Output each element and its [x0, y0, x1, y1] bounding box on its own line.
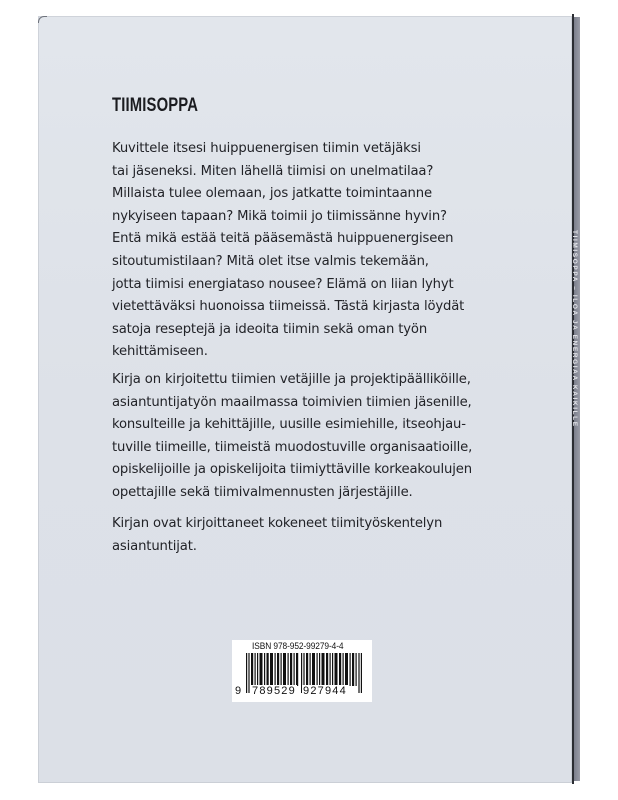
text-line: tuville tiimeille, tiimeistä muodostuville organisaatioille,	[112, 439, 473, 455]
blurb-paragraph-1	[112, 138, 532, 364]
isbn-label: ISBN 978-952-99279-4-4	[252, 641, 344, 652]
text-line: asiantuntijatyön maailmassa toimivien tiimien jäsenille,	[112, 394, 472, 410]
text-line: Kirja on kirjoitettu tiimien vetäjille ja projektipäälliköille,	[112, 372, 471, 387]
text-line: Millaista tulee olemaan, jos jatkatte toimintaanne	[112, 186, 432, 202]
text-line: nykyiseen tapaan? Mikä toimii jo tiimissänne hyvin?	[112, 208, 447, 224]
book-title: TIIMISOPPA	[112, 95, 199, 116]
audience-paragraph	[112, 369, 532, 505]
spine-title: TIIMISOPPA – ILOA JA ENERGIAA KAIKILLE	[571, 230, 578, 428]
text-line: Kirjan ovat kirjoittaneet kokeneet tiimityöskentelyn	[112, 516, 443, 531]
text-line: kehittämiseen.	[112, 344, 208, 360]
text-line: opettajille sekä tiimivalmennusten järjestäjille.	[112, 484, 413, 500]
text-line: Entä mikä estää teitä pääsemästä huippuenergiseen	[112, 231, 454, 247]
authors-paragraph	[112, 513, 532, 558]
barcode-digit-first: 9	[235, 685, 242, 697]
text-line: jotta tiimisi energiataso nousee? Elämä on liian lyhyt	[112, 276, 454, 292]
text-line: asiantuntijat.	[112, 538, 197, 554]
barcode-digits-right: 927944	[303, 685, 347, 697]
text-line: Kuvittele itsesi huippuenergisen tiimin vetäjäksi	[112, 141, 421, 156]
text-line: sitoutumistilaan? Mitä olet itse valmis tekemään,	[112, 253, 429, 269]
text-line: konsulteille ja kehittäjille, uusille esimiehille, itseohjau-	[112, 417, 466, 433]
isbn-barcode	[232, 640, 372, 702]
text-line: vietettäväksi huonoissa tiimeissä. Tästä kirjasta löydät	[112, 299, 465, 315]
text-line: tai jäseneksi. Miten lähellä tiimisi on unelmatilaa?	[112, 163, 434, 179]
text-line: satoja reseptejä ja ideoita tiimin sekä oman työn	[112, 321, 428, 337]
cover-corner-wear	[38, 16, 47, 23]
barcode-digits-left: 789529	[252, 685, 296, 697]
text-line: opiskelijoille ja opiskelijoita tiimiyttäville korkeakoulujen	[112, 462, 472, 478]
